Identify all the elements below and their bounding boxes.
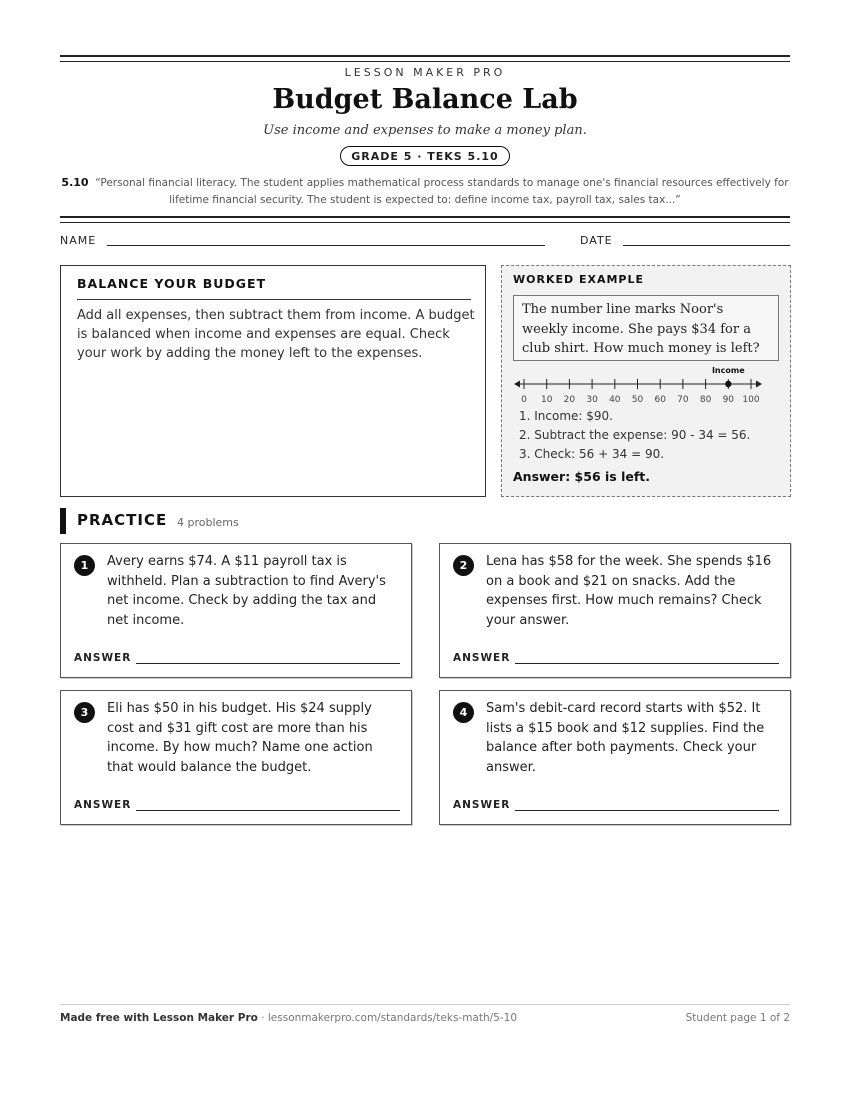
number-line-tick-label: 30 <box>586 395 598 404</box>
answer-field[interactable] <box>136 663 400 664</box>
practice-card-2 <box>439 543 791 678</box>
worked-example-box <box>501 265 791 497</box>
worked-example-problem: The number line marks Noor's weekly income. She pays $34 for a club shirt. How much money is left? <box>513 295 779 361</box>
heading-divider <box>77 299 471 300</box>
footer-divider <box>60 1004 790 1005</box>
practice-accent-bar <box>60 508 66 534</box>
answer-label: ANSWER <box>74 799 132 811</box>
standard-description <box>60 174 790 209</box>
step-3: 3. Check: 56 + 34 = 90. <box>519 447 665 461</box>
problem-text: Sam's debit-card record starts with $52. It lists a $15 book and $12 supplies. Find the balance after both payments. Check your answer. <box>486 701 765 775</box>
standard-text: “Personal financial literacy. The student applies mathematical process standards to manage one's financial resources effectively for lifetime financial security. The student is expected to: define income tax, payroll tax, sales tax...” <box>95 177 789 206</box>
number-line-tick-label: 50 <box>631 395 644 404</box>
header-top-rule <box>60 55 790 62</box>
problem-text: Avery earns $74. A $11 payroll tax is withheld. Plan a subtraction to find Avery's net income. Check by adding the tax and net income. <box>107 554 386 628</box>
number-line-tick-label: 60 <box>654 395 666 404</box>
answer-label: ANSWER <box>453 799 511 811</box>
name-field[interactable] <box>107 245 545 246</box>
problem-number: 2 <box>453 555 474 576</box>
number-line-tick-label: 0 <box>521 395 527 404</box>
practice-card-4 <box>439 690 791 825</box>
number-line-tick-label: 10 <box>540 395 553 404</box>
answer-label: ANSWER <box>74 652 132 664</box>
grade-badge: GRADE 5 · TEKS 5.10 <box>340 146 510 166</box>
answer-field[interactable] <box>136 810 400 811</box>
brand-name: LESSON MAKER PRO <box>344 66 506 79</box>
name-label: NAME <box>60 234 97 247</box>
date-field[interactable] <box>623 245 790 246</box>
worked-example-answer: Answer: $56 is left. <box>513 469 650 484</box>
answer-label: ANSWER <box>453 652 511 664</box>
practice-count: 4 problems <box>177 516 239 529</box>
header-bottom-rule <box>60 216 790 223</box>
worked-example-label: WORKED EXAMPLE <box>513 273 644 286</box>
right-arrow-icon <box>756 381 762 388</box>
page-title: Budget Balance Lab <box>272 84 578 115</box>
problem-number: 1 <box>74 555 95 576</box>
step-1: 1. Income: $90. <box>519 409 613 423</box>
footer-url[interactable]: · lessonmakerpro.com/standards/teks-math/5-10 <box>257 1012 518 1024</box>
number-line-tick-label: 40 <box>609 395 621 404</box>
problem-number: 3 <box>74 702 95 723</box>
footer-made-with: Made free with Lesson Maker Pro <box>60 1012 258 1024</box>
balance-budget-box <box>60 265 486 497</box>
footer-credit <box>60 1012 517 1024</box>
number-line-tick-label: 90 <box>722 395 735 404</box>
number-line <box>502 364 792 404</box>
income-marker-label: Income <box>711 366 745 375</box>
standard-code: 5.10 <box>61 176 89 189</box>
balance-budget-text: Add all expenses, then subtract them from income. A budget is balanced when income and expenses are equal. Check your work by adding the money left to the expenses. <box>77 308 475 361</box>
worked-example-steps <box>519 407 750 464</box>
answer-field[interactable] <box>515 663 779 664</box>
answer-field[interactable] <box>515 810 779 811</box>
number-line-tick-label: 80 <box>699 395 712 404</box>
income-marker <box>725 381 731 387</box>
left-arrow-icon <box>514 381 520 388</box>
footer-page-number: Student page 1 of 2 <box>685 1012 790 1024</box>
problem-number: 4 <box>453 702 474 723</box>
number-line-tick-label: 20 <box>563 395 576 404</box>
balance-budget-heading: BALANCE YOUR BUDGET <box>77 276 267 291</box>
page-subtitle: Use income and expenses to make a money plan. <box>263 123 587 138</box>
number-line-tick-label: 100 <box>742 395 760 404</box>
practice-card-1 <box>60 543 412 678</box>
problem-text: Lena has $58 for the week. She spends $16 on a book and $21 on snacks. Add the expenses first. How much remains? Check your answer. <box>486 554 772 628</box>
number-line-tick-label: 70 <box>677 395 689 404</box>
practice-title: PRACTICE <box>77 511 168 529</box>
date-label: DATE <box>580 234 613 247</box>
step-2: 2. Subtract the expense: 90 - 34 = 56. <box>519 428 751 442</box>
practice-card-3 <box>60 690 412 825</box>
problem-text: Eli has $50 in his budget. His $24 supply cost and $31 gift cost are more than his income. By how much? Name one action that would balance the budget. <box>107 701 373 775</box>
